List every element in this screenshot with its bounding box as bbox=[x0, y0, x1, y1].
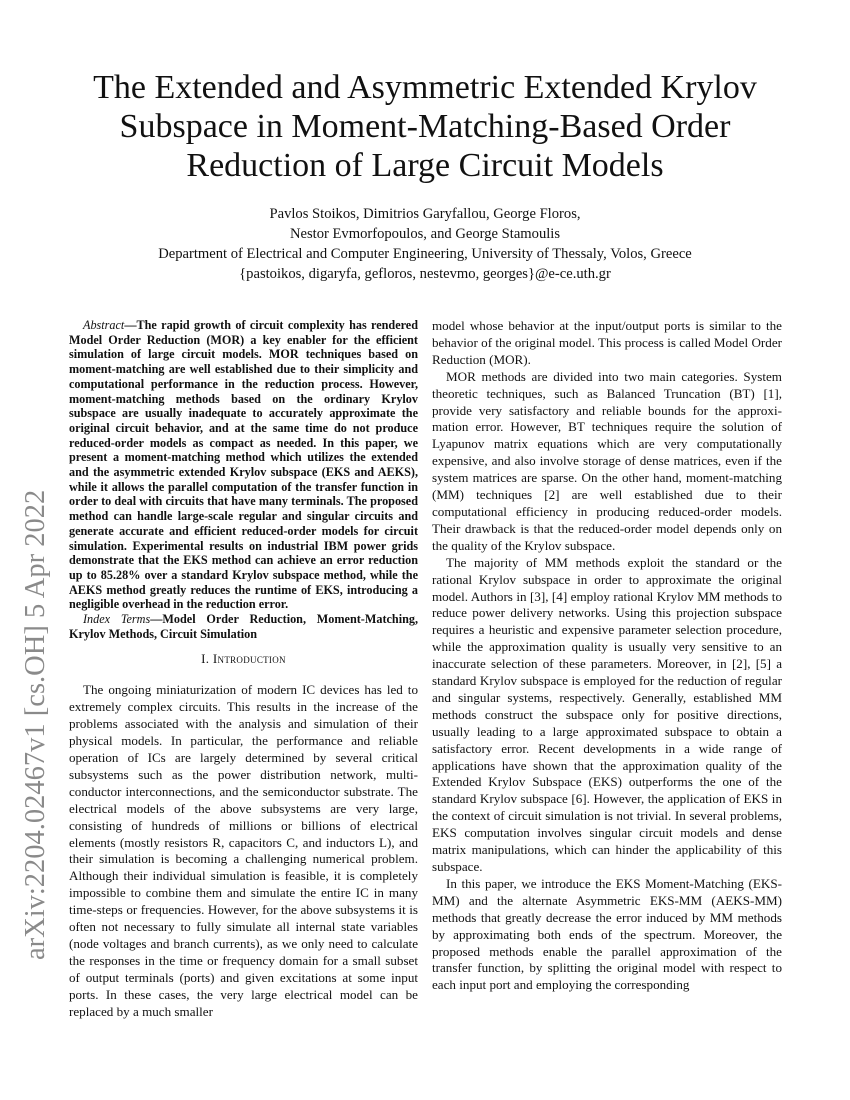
author-names: Nestor Evmorfopoulos, and George Stamoulis bbox=[289, 226, 561, 242]
body-paragraph: MOR methods are divided into two main categories. System theoretic techniques, such as Balanced Truncation (BT) [1], provide very satisfactory and reliable bounds for the approximation error. However, BT techniques require the solution of Lyapunov matrix equations which are very computationally expensive, and also involve storage of dense matrices, even if the system matrices are sparse. On the other hand, moment-matching (MM) techniques [2] are well established due to their computational efficiency in producing reduced-order models. Their drawback is that the reduced-order model depends only on the quality of the Krylov subspace. bbox=[432, 368, 782, 553]
author-names: Pavlos Stoikos, Dimitrios Garyfallou, George Floros, bbox=[269, 206, 581, 222]
section-heading-introduction bbox=[69, 651, 418, 668]
body-paragraph: The majority of MM methods exploit the standard or the rational Krylov subspace in order to approximate the original model. Authors in [3], [4] employ rational Krylov MM methods to reduce power delivery networks. Using this projection subspace requires a heuristic and expensive parameter selection procedure, while the approximation quality is usually very sensitive to an inaccurate selection of these parameters. Moreover, in [2], [5] a standard Krylov subspace is employed for the reduction of regular and singular systems, respectively. Generally, established MM methods construct the subspace only for positive directions, usually leading to a large approximated subspace to obtain a satisfactory error. Recent developments in a wide range of applications have shown that the approximation quality of the Extended Krylov Subspace (EKS) outperforms the one of the standard Krylov subspace [6]. However, the application of EKS in the context of circuit simulation is not trivial. In several problems, EKS computation involves singular circuit models and dense matrix manipulations, which can hinder the applicability of this subspace. bbox=[432, 554, 782, 874]
index-terms bbox=[69, 612, 418, 641]
left-column bbox=[69, 318, 418, 1021]
body-paragraph: In this paper, we introduce the EKS Moment-Matching (EKS-MM) and the alternate Asymmetric EKS-MM (AEKS-MM) methods that greatly decrease the error induced by MM methods by approximating both ends of the spectrum. Moreover, the proposed methods enable the parallel approximation of the transfer function, by splitting the original model with respect to each input port and employing the corresponding bbox=[432, 875, 782, 993]
index-terms-label: Index Terms bbox=[83, 612, 151, 627]
title-line: Subspace in Moment-Matching-Based Order bbox=[119, 108, 731, 145]
paper-title bbox=[70, 68, 780, 185]
title-line: The Extended and Asymmetric Extended Krylov bbox=[93, 69, 757, 106]
section-title: Introduction bbox=[212, 651, 286, 667]
author-block bbox=[80, 204, 770, 284]
abstract-text: —The rapid growth of circuit complexity has rendered Model Order Reduction (MOR) a key enabler for the efficient simulation of large circuit models. MOR techniques based on moment-matching are well established due to their simplicity and computational performance in the reduction process. However, moment-matching methods based on the ordinary Krylov subspace are usually inadequate to accurately approximate the original circuit behavior, and at the same time do not produce reduced-order models as compact as needed. In this paper, we present a moment-matching method which utilizes the extended and the asymmetric extended Krylov subspace (EKS and AEKS), while it allows the parallel computation of the transfer function in order to deal with circuits that have many terminals. The proposed method can handle large-scale regular and singular circuits and generate accurate and efficient reduced-order models for circuit simulation. Experimental results on industrial IBM power grids demonstrate that the EKS method can achieve an error reduction up to 85.28% over a standard Krylov subspace method, while the AEKS method greatly reduces the runtime of EKS, introducing a negligible overhead in the reduction error. bbox=[69, 318, 418, 612]
right-column bbox=[432, 318, 782, 994]
title-line: Reduction of Large Circuit Models bbox=[186, 147, 664, 184]
author-emails: {pastoikos, digaryfa, gefloros, nestevmo, georges}@e-ce.uth.gr bbox=[239, 266, 611, 282]
arxiv-identifier-stamp: arXiv:2204.02467v1 [cs.OH] 5 Apr 2022 bbox=[20, 489, 51, 960]
affiliation: Department of Electrical and Computer Engineering, University of Thessaly, Volos, Greece bbox=[158, 246, 692, 262]
abstract-label: Abstract bbox=[83, 318, 125, 332]
body-paragraph: model whose behavior at the input/output ports is similar to the behavior of the original model. This process is called Model Order Reduction (MOR). bbox=[432, 318, 782, 367]
abstract bbox=[69, 318, 418, 612]
index-terms-text: —Model Order Reduction, Moment-Matching, Krylov Methods, Circuit Simulation bbox=[69, 612, 419, 641]
section-numeral: I. bbox=[201, 651, 213, 667]
body-paragraph: The ongoing miniaturization of modern IC devices has led to extremely complex circuits. This results in the increase of the problems associated with the analysis and simulation of their physical models. In particular, the performance and reliable operation of ICs are largely determined by several critical subsystems such as the power distribution network, multiconductor interconnections, and the semiconductor substrate. The electrical models of the above subsystems are very large, consisting of hundreds of millions or billions of electrical elements (mostly resistors R, capacitors C, and inductors L), and their simulation is becoming a challenging numerical problem. Although their individual simulation is feasible, it is completely impossible to combine them and simulate the entire IC in many time-steps or frequencies. However, for the above subsystems it is often not necessary to fully simulate all internal state variables (node voltages and branch currents), as we only need to calculate the responses in the time or frequency domain for a small subset of output terminals (ports) and given excitations at some input ports. In these cases, the very large electrical model can be replaced by a much smaller bbox=[69, 682, 418, 1019]
